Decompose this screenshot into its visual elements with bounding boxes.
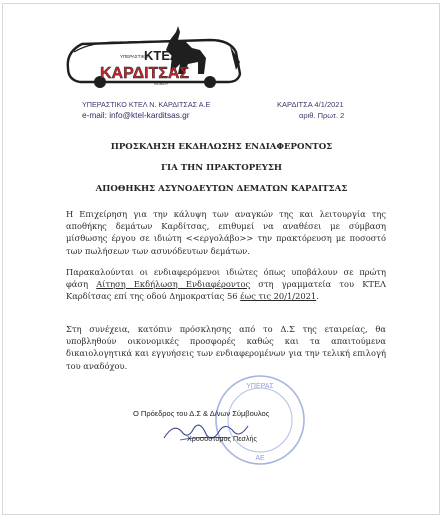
application-form-title: Αίτηση Εκδήλωση Ενδιαφέροντος bbox=[96, 279, 251, 290]
application-deadline: έως τις 20/1/2021 bbox=[240, 291, 317, 302]
sender-company: ΥΠΕΡΑΣΤΙΚΟ ΚΤΕΛ Ν. ΚΑΡΔΙΤΣΑΣ Α.Ε bbox=[82, 100, 211, 109]
paragraph-application-part-1: Παρακαλούνται οι ενδιαφερόμενοι ιδιώτες όπως υποβάλουν σε πρώτη φάση bbox=[66, 267, 386, 290]
logo-brand-top: ΚΤΕΛ bbox=[144, 48, 179, 63]
place-date: ΚΑΡΔΙΤΣΑ 4/1/2021 bbox=[277, 100, 344, 109]
sender-block bbox=[82, 99, 252, 121]
signatory-name: Χρυσόστομος Πεσλής bbox=[187, 434, 257, 443]
paragraph-application-end: . bbox=[316, 291, 319, 302]
stamp-text-top: ΥΠΕΡΑΣ bbox=[246, 383, 274, 390]
logo-tiny-text: ΝΟΜΟΥ bbox=[154, 82, 169, 86]
document-title-line-1: ΠΡΟΣΚΛΗΣΗ ΕΚΔΗΛΩΣΗΣ ΕΝΔΙΑΦΕΡΟΝΤΟΣ bbox=[110, 142, 333, 152]
paragraph-intro: Η Επιχείρηση για την κάλυψη των αναγκών της και λειτουργία της αποθήκης δεμάτων Καρδίτσας, επιθυμεί να αναθέσει με σύμβαση μίσθωσης έργου σε ιδιώτη <<εργολάβο>> την πρακτόρευση με ποσοστό των πωλήσεων των ασυνόδευτων δεμάτων. bbox=[66, 209, 386, 256]
sender-email: e-mail: info@ktel-karditsas.gr bbox=[82, 110, 190, 120]
ktel-karditsas-logo bbox=[60, 22, 250, 94]
logo-small-text: ΥΠΕΡΑΣΤΙΚΟ bbox=[120, 54, 149, 59]
paragraph-application bbox=[66, 266, 386, 303]
paragraph-next-steps: Στη συνέχεια, κατόπιν πρόσκλησης από το Δ.Σ της εταιρείας, θα υποβληθούν οικονομικές προσφορές καθώς και τα απαιτούμενα δικαιολογητικά και εγγυήσεις των ενδιαφερομένων για την τελική επιλογή του αναδόχου. bbox=[66, 324, 386, 371]
document-title-line-3: ΑΠΟΘΗΚΗΣ ΑΣΥΝΟΔΕΥΤΩΝ ΔΕΜΑΤΩΝ ΚΑΡΔΙΤΣΑΣ bbox=[95, 184, 348, 194]
paragraph-application-part-2: στη γραμματεία του ΚΤΕΛ Καρδίτσας επί της οδού Δημοκρατίας 56 bbox=[66, 279, 387, 302]
signatory-role: Ο Πρόεδρος του Δ.Σ & Δ/νων Σύμβουλος bbox=[133, 409, 270, 418]
logo-brand-bottom: ΚΑΡΔΙΤΣΑΣ bbox=[100, 65, 190, 82]
stamp-text-bottom: ΑΕ bbox=[255, 455, 265, 462]
document-title-line-2: ΓΙΑ ΤΗΝ ΠΡΑΚΤΟΡΕΥΣΗ bbox=[160, 163, 283, 173]
protocol-number: αριθ. Πρωτ. 2 bbox=[299, 111, 345, 120]
dateline-block bbox=[277, 99, 387, 121]
